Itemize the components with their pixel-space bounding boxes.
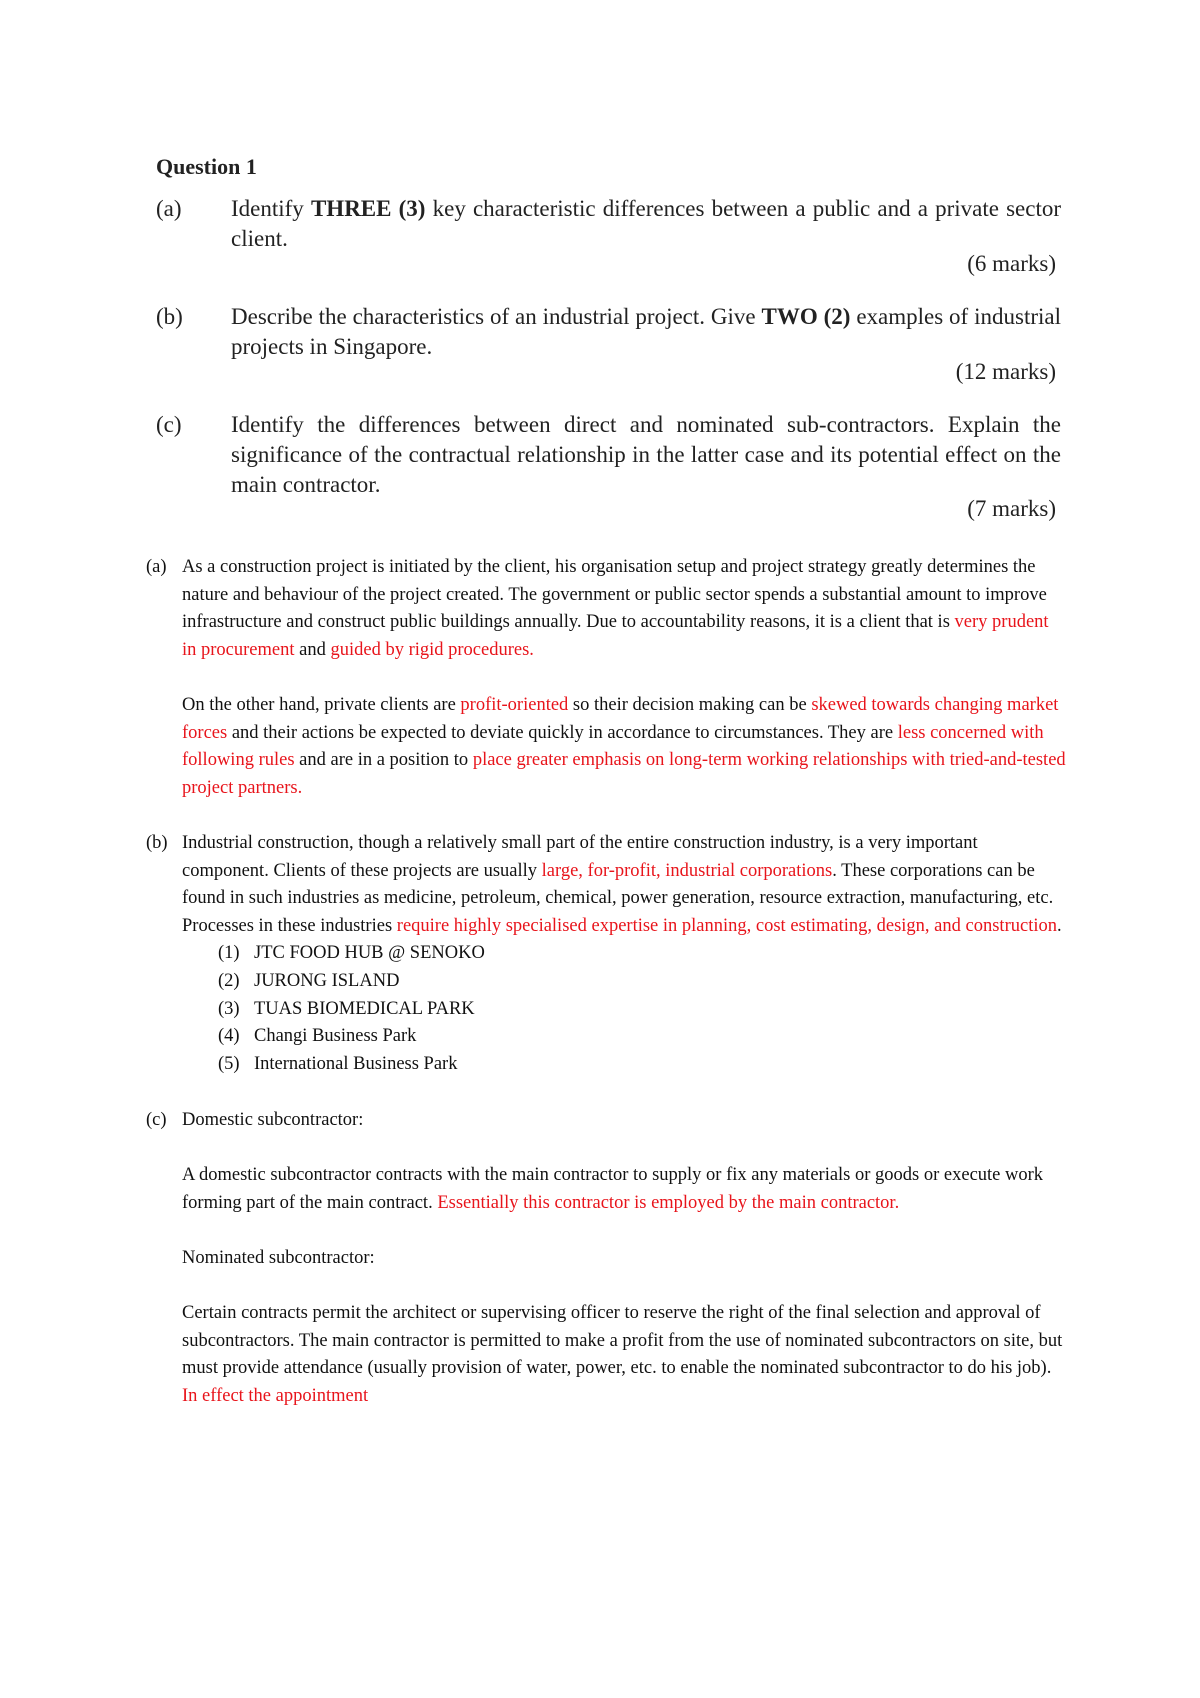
question-title: Question 1 bbox=[156, 154, 257, 179]
answer-body-b bbox=[182, 830, 1066, 1078]
domestic-paragraph: A domestic subcontractor contracts with the main contractor to supply or fix any materials or goods or execute work forming part of the main contract. Essentially this contractor is employed by the main contractor. bbox=[182, 1165, 1044, 1213]
list-item: (2) JURONG ISLAND bbox=[218, 970, 400, 991]
nominated-paragraph: Certain contracts permit the architect or supervising officer to reserve the right of the final selection and approval of subcontractors. The main contractor is permitted to make a profit from the use of nominated subcontractors on site, but must provide attendance (usually provision of water, power, etc. to enable the nominated subcontractor to do his job). In effect the appointment bbox=[182, 1303, 1063, 1406]
nominated-heading: Nominated subcontractor: bbox=[182, 1247, 375, 1268]
question-text-b: Describe the characteristics of an industrial project. Give TWO (2) examples of industrial projects in Singapore. bbox=[231, 304, 1061, 359]
example-list bbox=[182, 940, 1066, 1078]
question-part-c bbox=[156, 410, 1061, 521]
question-label-a: (a) bbox=[156, 196, 182, 221]
question-text-c: Identify the differences between direct and nominated sub-contractors. Explain the significance of the contractual relationship in the latter case and its potential effect on the main contractor. bbox=[231, 412, 1061, 497]
list-item: (3) TUAS BIOMEDICAL PARK bbox=[218, 998, 475, 1019]
question-marks-b: (12 marks) bbox=[955, 359, 1056, 384]
domestic-heading: Domestic subcontractor: bbox=[182, 1110, 364, 1130]
answer-label-c: (c) bbox=[146, 1110, 167, 1130]
answer-body-a bbox=[182, 554, 1066, 802]
answer-b-paragraph: Industrial construction, though a relatively small part of the entire construction industry, is a very important component. Clients of these projects are usually large, for-profit, industrial corporations. These corporations can be found in such industries as medicine, petroleum, chemical, power generation, resource extraction, manufacturing, etc. Processes in these industries require highly specialised expertise in planning, cost estimating, design, and construction. bbox=[182, 833, 1062, 936]
answer-label-b: (b) bbox=[146, 833, 168, 853]
question-label-c: (c) bbox=[156, 412, 182, 437]
list-item: (5) International Business Park bbox=[218, 1053, 458, 1074]
question-marks-a: (6 marks) bbox=[967, 251, 1056, 276]
answer-label-a: (a) bbox=[146, 557, 167, 577]
question-marks-c: (7 marks) bbox=[967, 496, 1056, 521]
list-item: (4) Changi Business Park bbox=[218, 1026, 417, 1047]
question-label-b: (b) bbox=[156, 304, 183, 329]
answer-a-paragraph-1: As a construction project is initiated by the client, his organisation setup and project strategy greatly determines the nature and behaviour of the project created. The government or public sector spends a substantial amount to improve infrastructure and construct public buildings annually. Due to accountability reasons, it is a client that is very prudent in procurement and guided by rigid procedures. bbox=[182, 557, 1049, 660]
question-part-a bbox=[156, 194, 1062, 276]
answer-a-paragraph-2: On the other hand, private clients are profit-oriented so their decision making can be skewed towards changing market forces and their actions be expected to deviate quickly in accordance to circumstances. They are less concerned with following rules and are in a position to place greater emphasis on long-term working relationships with tried-and-tested project partners. bbox=[182, 694, 1066, 798]
question-part-b bbox=[156, 302, 1061, 384]
answer-body-c bbox=[182, 1107, 1066, 1411]
question-text-a: Identify THREE (3) key characteristic differences between a public and a private sector client. bbox=[231, 196, 1062, 251]
list-item: (1) JTC FOOD HUB @ SENOKO bbox=[218, 943, 485, 964]
